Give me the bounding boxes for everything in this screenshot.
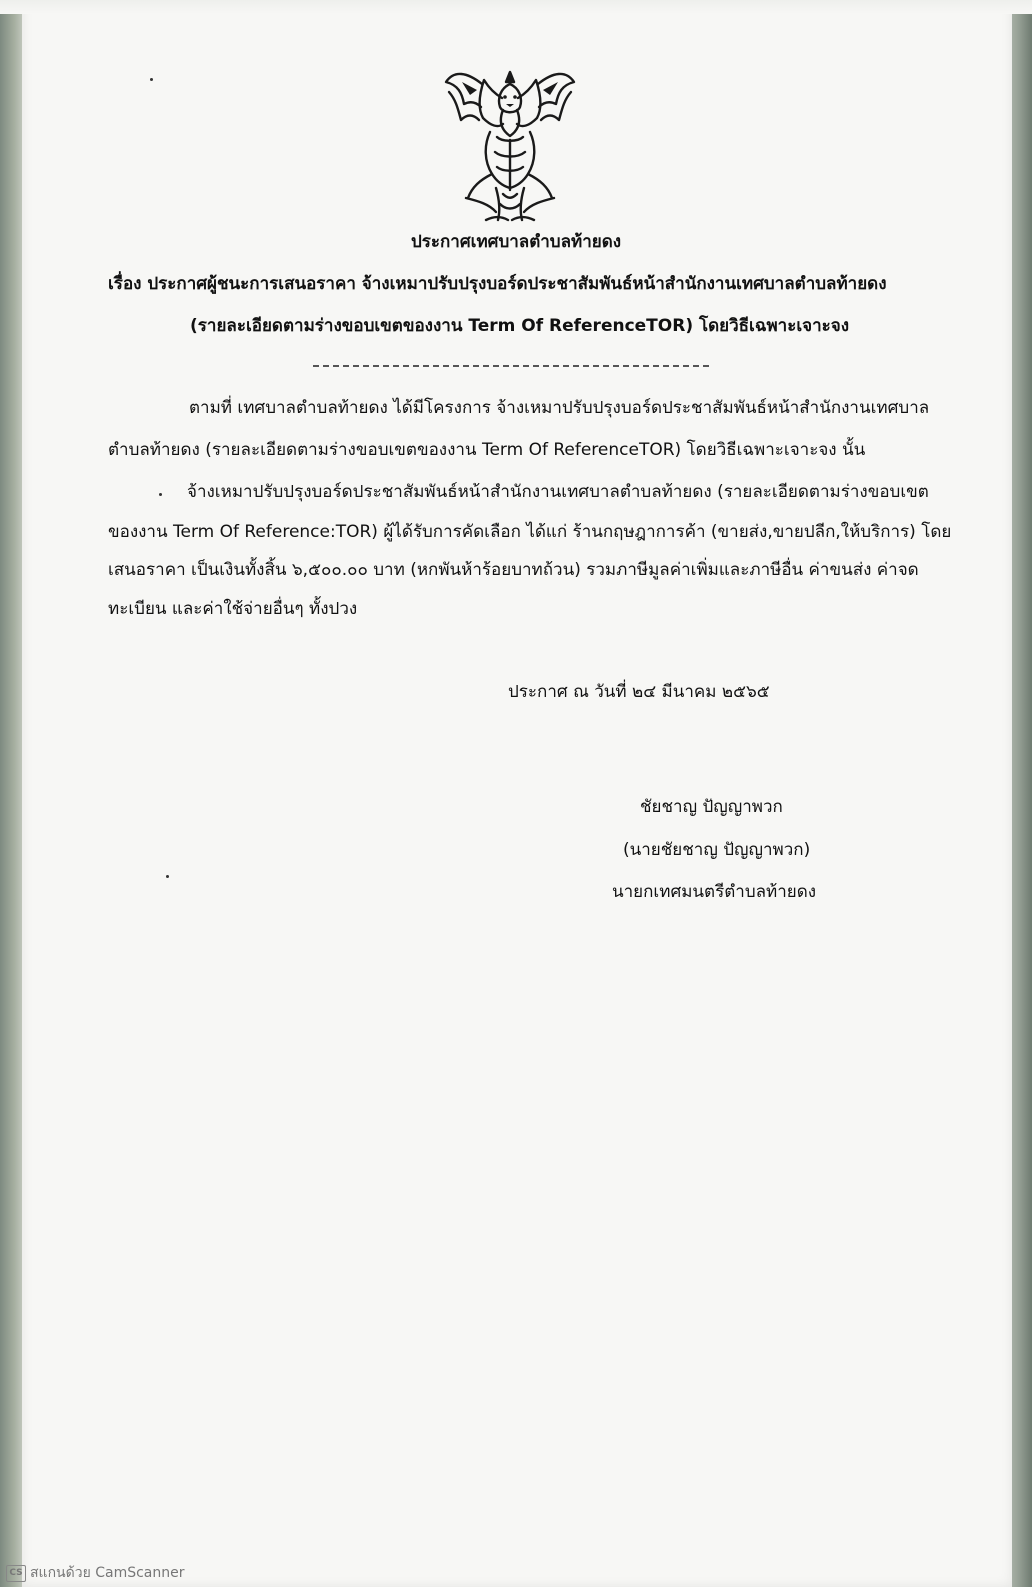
camscanner-logo-icon: CS [6,1565,26,1582]
signer-title: นายกเทศมนตรีตำบลท้ายดง [612,882,817,902]
scan-speck [159,493,162,496]
announcement-subject-line-2: (รายละเอียดตามร่างขอบเขตของงาน Term Of ReferenceTOR) โดยวิธีเฉพาะเจาะจง [190,316,850,336]
body-paragraph-1-line-2: ตำบลท้ายดง (รายละเอียดตามร่างขอบเขตของงาน Term Of ReferenceTOR) โดยวิธีเฉพาะเจาะจง นั้น [108,440,866,460]
camscanner-watermark [6,1564,185,1582]
body-paragraph-2-line-3: เสนอราคา เป็นเงินทั้งสิ้น ๖,๕๐๐.๐๐ บาท (หกพันห้าร้อยบาทถ้วน) รวมภาษีมูลค่าเพิ่มและภาษีอื่น ค่าขนส่ง ค่าจด [108,560,919,580]
signer-name: ชัยชาญ ปัญญาพวก [640,797,783,817]
scan-speck [150,78,153,81]
signer-full-name: (นายชัยชาญ ปัญญาพวก) [623,840,811,860]
header-divider [313,365,709,367]
body-paragraph-1-line-1: ตามที่ เทศบาลตำบลท้ายดง ได้มีโครงการ จ้างเหมาปรับปรุงบอร์ดประชาสัมพันธ์หน้าสำนักงานเทศบาล [189,398,930,418]
announcement-office-title: ประกาศเทศบาลตำบลท้ายดง [410,232,622,252]
body-paragraph-2-line-1: จ้างเหมาปรับปรุงบอร์ดประชาสัมพันธ์หน้าสำนักงานเทศบาลตำบลท้ายดง (รายละเอียดตามร่างขอบเขต [187,482,929,502]
body-paragraph-2-line-4: ทะเบียน และค่าใช้จ่ายอื่นๆ ทั้งปวง [108,599,358,619]
announcement-subject-line-1: เรื่อง ประกาศผู้ชนะการเสนอราคา จ้างเหมาปรับปรุงบอร์ดประชาสัมพันธ์หน้าสำนักงานเทศบาลตำบลท้ายดง [108,274,887,294]
camscanner-watermark-text: สแกนด้วย CamScanner [30,1565,185,1581]
announcement-date: ประกาศ ณ วันที่ ๒๔ มีนาคม ๒๕๖๕ [508,682,770,702]
scan-top-edge [0,0,1032,14]
scan-speck [166,875,169,878]
body-paragraph-2-line-2: ของงาน Term Of Reference:TOR) ผู้ได้รับการคัดเลือก ได้แก่ ร้านกฤษฎาการค้า (ขายส่ง,ขายปลีก,ให้บริการ) โดย [108,522,952,542]
garuda-emblem-icon [442,62,578,224]
